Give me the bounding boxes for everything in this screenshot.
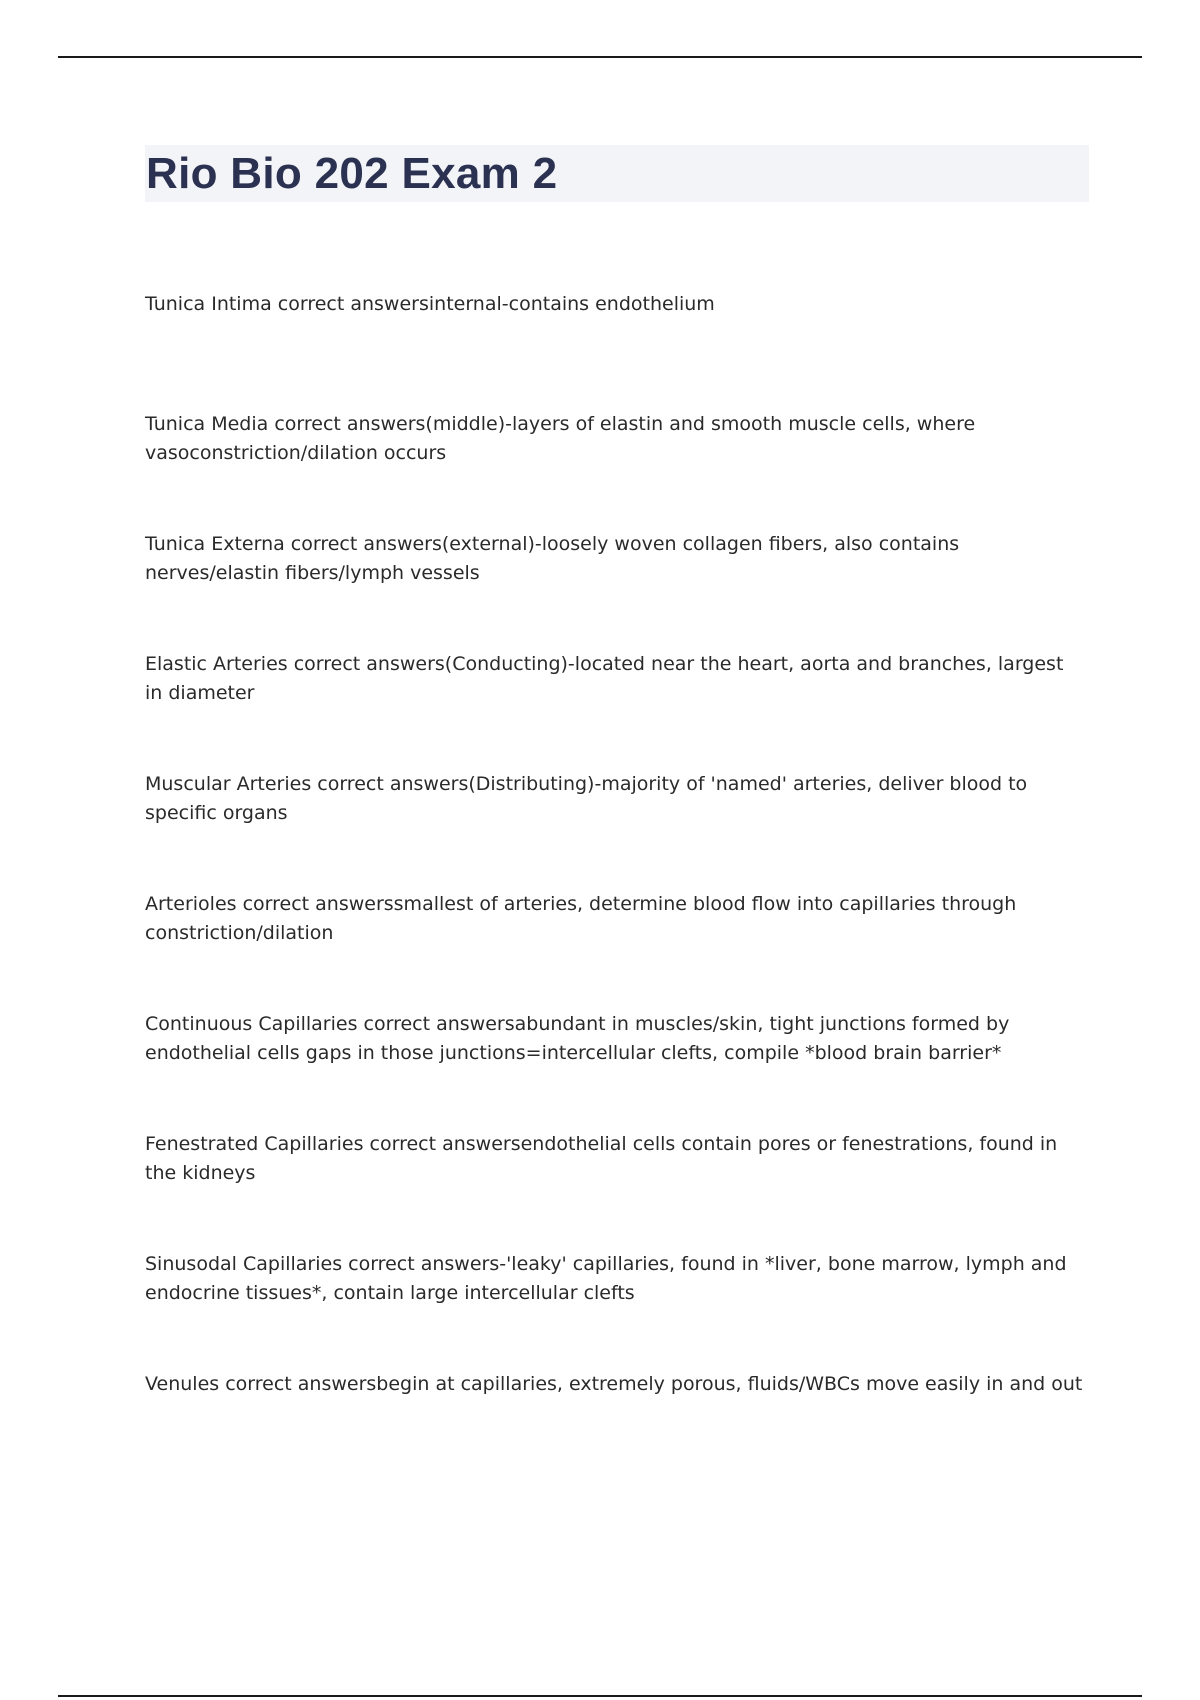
qa-item-sinusoidal-capillaries	[145, 1250, 1085, 1370]
qa-item-text: Tunica Media correct answers(middle)-layers of elastin and smooth muscle cells, where vasoconstriction/dilation occurs	[145, 413, 976, 464]
qa-item-text: Fenestrated Capillaries correct answersendothelial cells contain pores or fenestrations, found in the kidneys	[145, 1133, 1058, 1184]
qa-list	[145, 290, 1085, 1490]
top-divider	[58, 56, 1142, 58]
page-title: Rio Bio 202 Exam 2	[146, 149, 558, 198]
qa-item-tunica-externa	[145, 530, 1085, 650]
qa-item-tunica-media	[145, 410, 1085, 530]
qa-item-text: Tunica Intima correct answersinternal-contains endothelium	[145, 293, 715, 315]
qa-item-continuous-capillaries	[145, 1010, 1085, 1130]
qa-item-text: Continuous Capillaries correct answersabundant in muscles/skin, tight junctions formed by endothelial cells gaps in those junctions=intercellular clefts, compile *blood brain barrier*	[145, 1013, 1010, 1064]
bottom-divider	[58, 1695, 1142, 1697]
qa-item-muscular-arteries	[145, 770, 1085, 890]
qa-item-text: Sinusodal Capillaries correct answers-'leaky' capillaries, found in *liver, bone marrow, lymph and endocrine tissues*, contain large intercellular clefts	[145, 1253, 1067, 1304]
qa-item-text: Tunica Externa correct answers(external)-loosely woven collagen fibers, also contains nerves/elastin fibers/lymph vessels	[145, 533, 960, 584]
qa-item-arterioles	[145, 890, 1085, 1010]
qa-item-venules	[145, 1370, 1085, 1490]
qa-item-fenestrated-capillaries	[145, 1130, 1085, 1250]
qa-item-text: Muscular Arteries correct answers(Distributing)-majority of 'named' arteries, deliver blood to specific organs	[145, 773, 1028, 824]
qa-item-text: Elastic Arteries correct answers(Conducting)-located near the heart, aorta and branches, largest in diameter	[145, 653, 1064, 704]
qa-item-elastic-arteries	[145, 650, 1085, 770]
qa-item-text: Venules correct answersbegin at capillaries, extremely porous, fluids/WBCs move easily in and out	[145, 1373, 1083, 1395]
qa-item-text: Arterioles correct answerssmallest of arteries, determine blood flow into capillaries through constriction/dilation	[145, 893, 1017, 944]
qa-item-tunica-intima	[145, 290, 1085, 410]
